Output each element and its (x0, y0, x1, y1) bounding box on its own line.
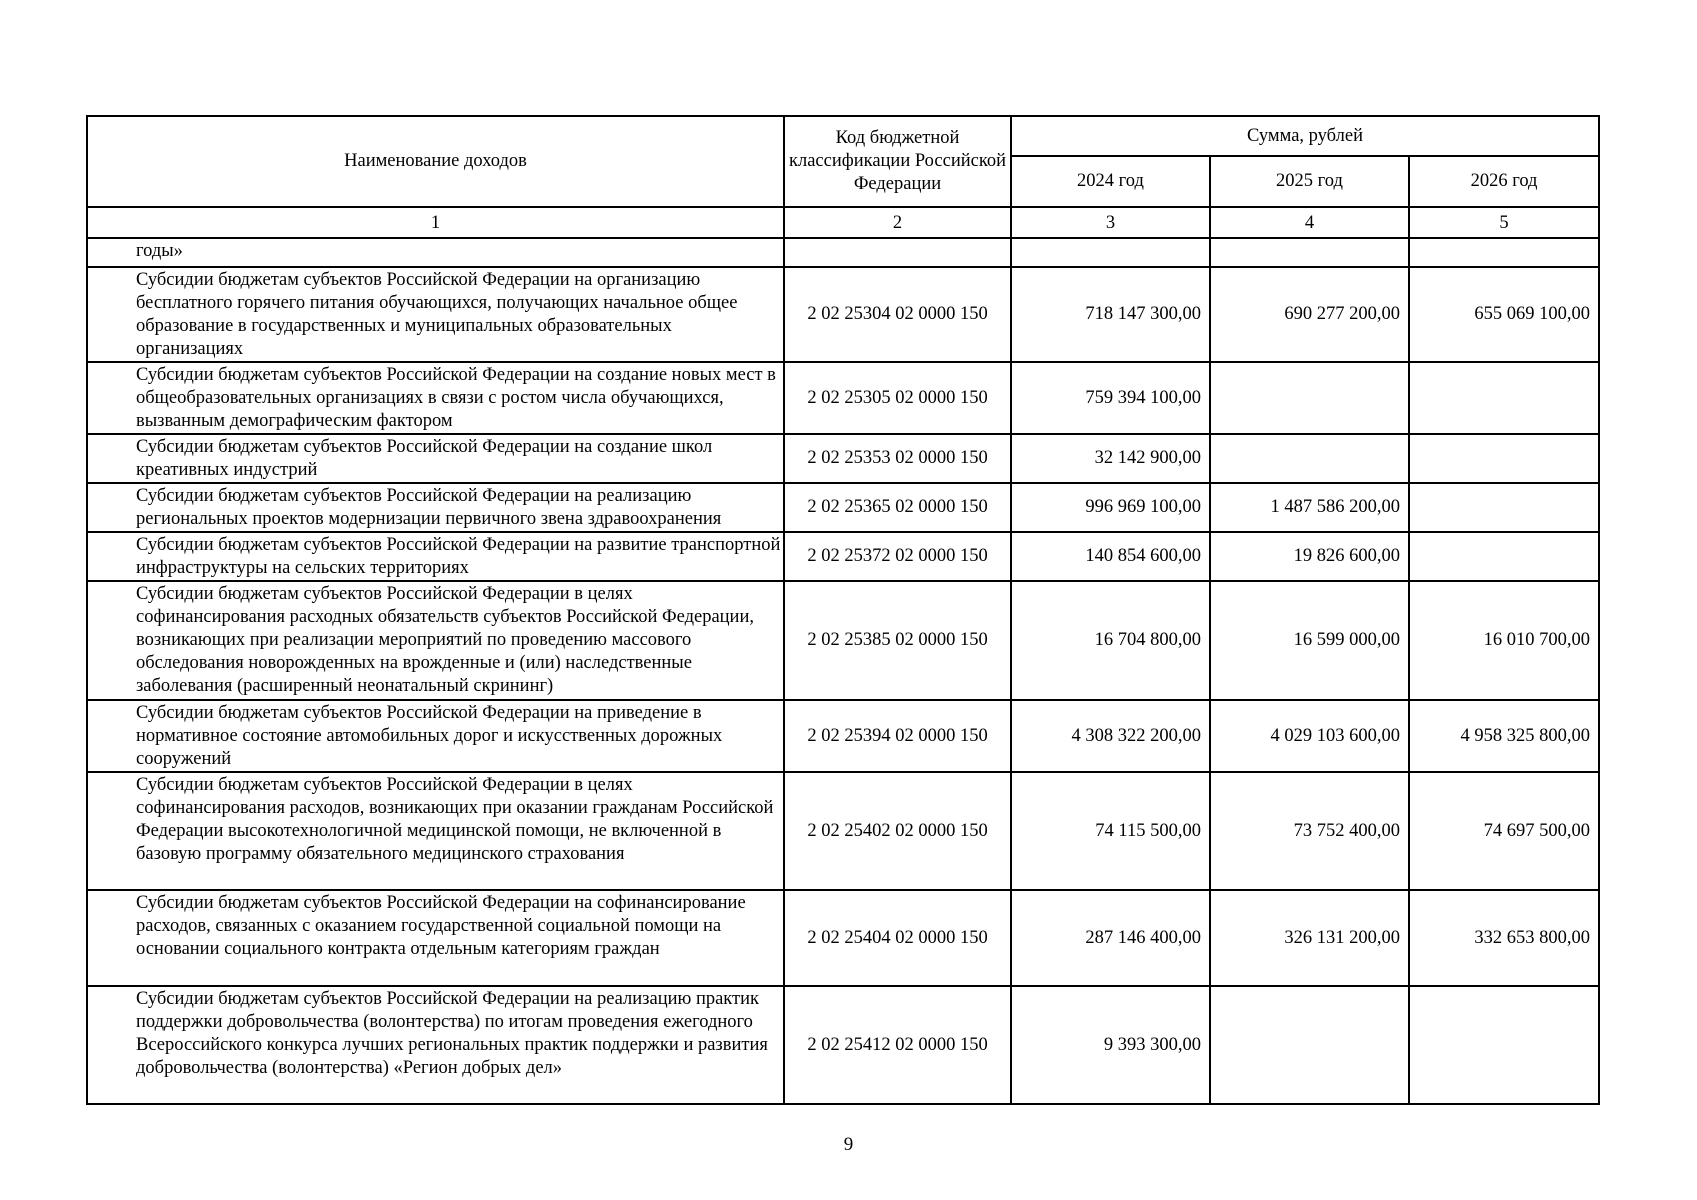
table-row (87, 700, 1599, 772)
column-number: 3 (1011, 207, 1210, 238)
column-number: 1 (87, 207, 784, 238)
table-row (87, 532, 1599, 581)
budget-code: 2 02 25353 02 0000 150 (784, 434, 1011, 483)
header-year-2026: 2026 год (1409, 156, 1599, 207)
amount-2025 (1210, 362, 1409, 434)
revenue-table (86, 115, 1600, 1105)
budget-code: 2 02 25394 02 0000 150 (784, 700, 1011, 772)
income-name: Субсидии бюджетам субъектов Российской Федерации в целях софинансирования расходов, возникающих при оказании гражданам Российской Федерации высокотехнологичной медицинской помощи, не включенной в базовую программу обязательного медицинского страхования (87, 772, 784, 890)
amount-2024 (1011, 238, 1210, 267)
amount-2026 (1409, 532, 1599, 581)
income-name: Субсидии бюджетам субъектов Российской Федерации на реализацию практик поддержки добровольчества (волонтерства) по итогам проведения ежегодного Всероссийского конкурса лучших региональных практик поддержки и развития добровольчества (волонтерства) «Регион добрых дел» (87, 986, 784, 1104)
amount-2025: 4 029 103 600,00 (1210, 700, 1409, 772)
amount-2024: 16 704 800,00 (1011, 581, 1210, 700)
budget-code: 2 02 25412 02 0000 150 (784, 986, 1011, 1104)
amount-2026: 655 069 100,00 (1409, 267, 1599, 362)
amount-2025: 19 826 600,00 (1210, 532, 1409, 581)
amount-2026: 4 958 325 800,00 (1409, 700, 1599, 772)
column-number: 5 (1409, 207, 1599, 238)
income-name: Субсидии бюджетам субъектов Российской Федерации на создание школ креативных индустрий (87, 434, 784, 483)
amount-2024: 32 142 900,00 (1011, 434, 1210, 483)
budget-code: 2 02 25305 02 0000 150 (784, 362, 1011, 434)
header-budget-code: Код бюджетной классификации Российской Федерации (784, 116, 1011, 207)
budget-code: 2 02 25365 02 0000 150 (784, 483, 1011, 532)
amount-2024: 759 394 100,00 (1011, 362, 1210, 434)
amount-2024: 718 147 300,00 (1011, 267, 1210, 362)
income-name: годы» (87, 238, 784, 267)
amount-2026 (1409, 986, 1599, 1104)
income-name: Субсидии бюджетам субъектов Российской Федерации в целях софинансирования расходных обязательств субъектов Российской Федерации, возникающих при реализации мероприятий по проведению массового обследования новорожденных на врожденные и (или) наследственные заболевания (расширенный неонатальный скрининг) (87, 581, 784, 700)
amount-2026 (1409, 362, 1599, 434)
header-year-2024: 2024 год (1011, 156, 1210, 207)
income-name: Субсидии бюджетам субъектов Российской Федерации на приведение в нормативное состояние автомобильных дорог и искусственных дорожных сооружений (87, 700, 784, 772)
amount-2026: 74 697 500,00 (1409, 772, 1599, 890)
table-row (87, 267, 1599, 362)
table-row (87, 772, 1599, 890)
amount-2024: 287 146 400,00 (1011, 890, 1210, 986)
table-row (87, 986, 1599, 1104)
amount-2024: 9 393 300,00 (1011, 986, 1210, 1104)
table-row (87, 581, 1599, 700)
budget-code: 2 02 25304 02 0000 150 (784, 267, 1011, 362)
amount-2025: 690 277 200,00 (1210, 267, 1409, 362)
header-sum-rubles: Сумма, рублей (1011, 116, 1599, 156)
budget-code: 2 02 25404 02 0000 150 (784, 890, 1011, 986)
amount-2024: 74 115 500,00 (1011, 772, 1210, 890)
amount-2025: 16 599 000,00 (1210, 581, 1409, 700)
income-name: Субсидии бюджетам субъектов Российской Федерации на софинансирование расходов, связанных с оказанием государственной социальной помощи на основании социального контракта отдельным категориям граждан (87, 890, 784, 986)
income-name: Субсидии бюджетам субъектов Российской Федерации на организацию бесплатного горячего питания обучающихся, получающих начальное общее образование в государственных и муниципальных образовательных организациях (87, 267, 784, 362)
amount-2025 (1210, 434, 1409, 483)
amount-2024: 996 969 100,00 (1011, 483, 1210, 532)
amount-2024: 4 308 322 200,00 (1011, 700, 1210, 772)
amount-2026 (1409, 238, 1599, 267)
table-row (87, 483, 1599, 532)
header-income-name: Наименование доходов (87, 116, 784, 207)
amount-2025 (1210, 238, 1409, 267)
budget-code: 2 02 25372 02 0000 150 (784, 532, 1011, 581)
amount-2025 (1210, 986, 1409, 1104)
table-row (87, 362, 1599, 434)
amount-2026 (1409, 483, 1599, 532)
amount-2024: 140 854 600,00 (1011, 532, 1210, 581)
column-number: 2 (784, 207, 1011, 238)
budget-code: 2 02 25402 02 0000 150 (784, 772, 1011, 890)
amount-2026: 16 010 700,00 (1409, 581, 1599, 700)
income-name: Субсидии бюджетам субъектов Российской Федерации на создание новых мест в общеобразовательных организациях в связи с ростом числа обучающихся, вызванным демографическим фактором (87, 362, 784, 434)
table-row (87, 890, 1599, 986)
header-row-top (87, 116, 1599, 156)
column-number: 4 (1210, 207, 1409, 238)
amount-2026 (1409, 434, 1599, 483)
page-number: 9 (843, 1134, 854, 1155)
amount-2026: 332 653 800,00 (1409, 890, 1599, 986)
table-row (87, 434, 1599, 483)
income-name: Субсидии бюджетам субъектов Российской Федерации на развитие транспортной инфраструктуры на сельских территориях (87, 532, 784, 581)
amount-2025: 1 487 586 200,00 (1210, 483, 1409, 532)
amount-2025: 73 752 400,00 (1210, 772, 1409, 890)
column-number-row (87, 207, 1599, 238)
budget-code (784, 238, 1011, 267)
amount-2025: 326 131 200,00 (1210, 890, 1409, 986)
budget-code: 2 02 25385 02 0000 150 (784, 581, 1011, 700)
header-year-2025: 2025 год (1210, 156, 1409, 207)
table-row (87, 238, 1599, 267)
income-name: Субсидии бюджетам субъектов Российской Федерации на реализацию региональных проектов модернизации первичного звена здравоохранения (87, 483, 784, 532)
